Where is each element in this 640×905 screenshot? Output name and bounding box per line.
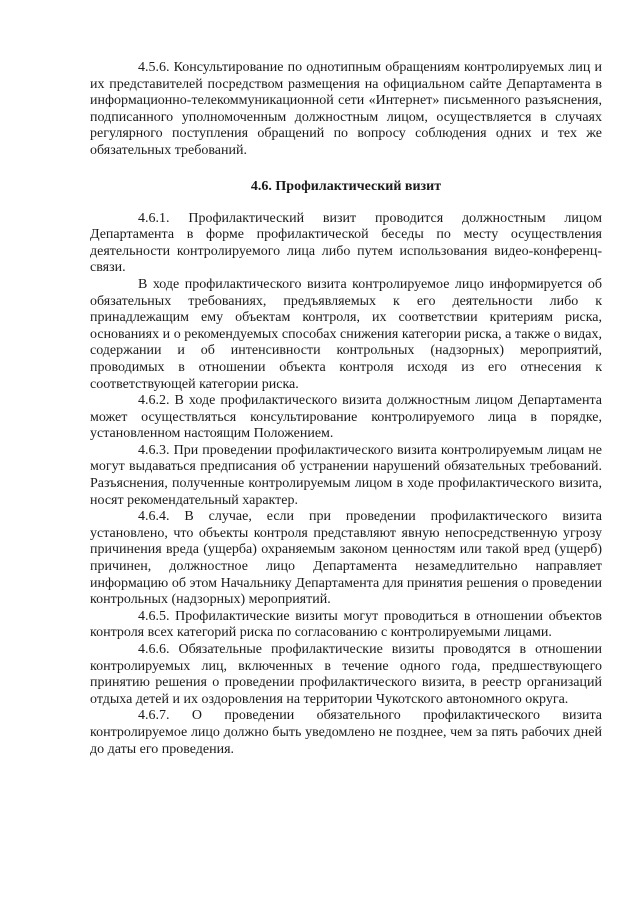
paragraph-4-6-3: 4.6.3. При проведении профилактического визита контролируемым лицам не могут выдаваться предписания об устранении нарушений обязательных требований. Разъяснения, полученные контролируемым лицом в ходе профилактического визита, носят рекомендательный характер. — [90, 442, 602, 508]
paragraph-4-6-4: 4.6.4. В случае, если при проведении профилактического визита установлено, что объекты контроля представляют явную непосредственную угрозу причинения вреда (ущерба) охраняемым законом ценностям или такой вред (ущерб) причинен, должностное лицо Департамента незамедлительно направляет информацию об этом Начальнику Департамента для принятия решения о проведении контрольных (надзорных) мероприятий. — [90, 509, 602, 608]
document-page — [90, 60, 602, 758]
paragraph-4-6-5: 4.6.5. Профилактические визиты могут проводиться в отношении объектов контроля всех категорий риска по согласованию с контролируемыми лицами. — [90, 608, 602, 641]
paragraph-4-5-6: 4.5.6. Консультирование по однотипным обращениям контролируемых лиц и их представителей посредством размещения на официальном сайте Департамента в информационно-телекоммуникационной сети «Интернет» письменного разъяснения, подписанного уполномоченным должностным лицом, осуществляется в случаях регулярного поступления обращений по вопросу соблюдения одних и тех же обязательных требований. — [90, 60, 602, 158]
paragraph-4-6-7: 4.6.7. О проведении обязательного профилактического визита контролируемое лицо должно быть уведомлено не позднее, чем за пять рабочих дней до даты его проведения. — [90, 708, 602, 757]
paragraph-4-6-1: 4.6.1. Профилактический визит проводится должностным лицом Департамента в форме профилактической беседы по месту осуществления деятельности контролируемого лица либо путем использования видео-конференц-связи. — [90, 210, 602, 276]
paragraph-4-6-1-continued: В ходе профилактического визита контролируемое лицо информируется об обязательных требованиях, предъявляемых к его деятельности либо к принадлежащим ему объектам контроля, их соответствии критериям риска, основаниях и о рекомендуемых способах снижения категории риска, а также о видах, содержании и об интенсивности контрольных (надзорных) мероприятий, проводимых в отношении объекта контроля исходя из его отнесения к соответствующей категории риска. — [90, 276, 602, 392]
paragraph-4-6-2: 4.6.2. В ходе профилактического визита должностным лицом Департамента может осуществляться консультирование контролируемого лица в порядке, установленном настоящим Положением. — [90, 393, 602, 442]
section-heading-4-6: 4.6. Профилактический визит — [250, 178, 442, 194]
paragraph-4-6-6: 4.6.6. Обязательные профилактические визиты проводятся в отношении контролируемых лиц, включенных в течение одного года, предшествующего принятию решения о проведении профилактического визита, в реестр организаций отдыха детей и их оздоровления на территории Чукотского автономного округа. — [90, 642, 602, 707]
